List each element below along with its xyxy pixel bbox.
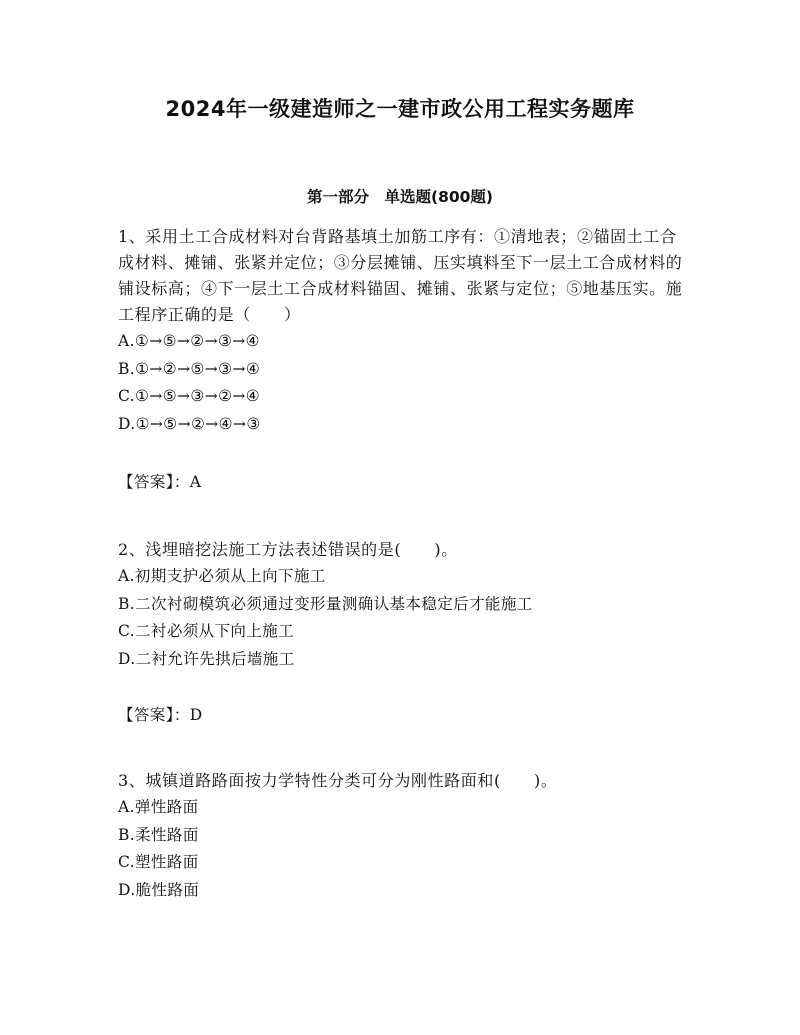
option-c: C.塑性路面: [118, 853, 199, 871]
option-a: A.弹性路面: [118, 798, 199, 816]
answer-1: 【答案】：A: [118, 473, 202, 491]
option-d: D.脆性路面: [118, 880, 200, 899]
option-b: B.柔性路面: [118, 825, 199, 844]
question-1: [118, 224, 688, 438]
option-c: C.①→⑤→③→②→④: [118, 387, 261, 405]
answer-2: 【答案】：D: [118, 706, 203, 724]
option-b: B.二次衬砌模筑必须通过变形量测确认基本稳定后才能施工: [118, 594, 533, 613]
question-stem: 3、城镇道路路面按力学特性分类可分为刚性路面和( )。: [118, 771, 558, 790]
option-a: A.①→⑤→②→③→④: [118, 332, 260, 350]
question-3: [118, 768, 688, 904]
option-b: B.①→②→⑤→③→④: [118, 359, 261, 378]
section-title: 第一部分 单选题(800题): [306, 188, 494, 206]
question-stem: 1、采用土工合成材料对台背路基填土加筋工序有：①清地表；②锚固土工合成材料、摊铺、张紧并定位；③分层摊铺、压实填料至下一层土工合成材料的铺设标高；④下一层土工合成材料锚固、摊铺、张紧与定位；⑤地基压实。施工程序正确的是（ ）: [118, 227, 683, 324]
question-2: [118, 537, 688, 673]
option-c: C.二衬必须从下向上施工: [118, 622, 295, 640]
option-d: D.二衬允许先拱后墙施工: [118, 649, 295, 668]
option-a: A.初期支护必须从上向下施工: [118, 567, 326, 585]
document-title: 2024年一级建造师之一建市政公用工程实务题库: [165, 97, 635, 121]
option-d: D.①→⑤→②→④→③: [118, 414, 261, 433]
question-stem: 2、浅埋暗挖法施工方法表述错误的是( )。: [118, 540, 458, 559]
